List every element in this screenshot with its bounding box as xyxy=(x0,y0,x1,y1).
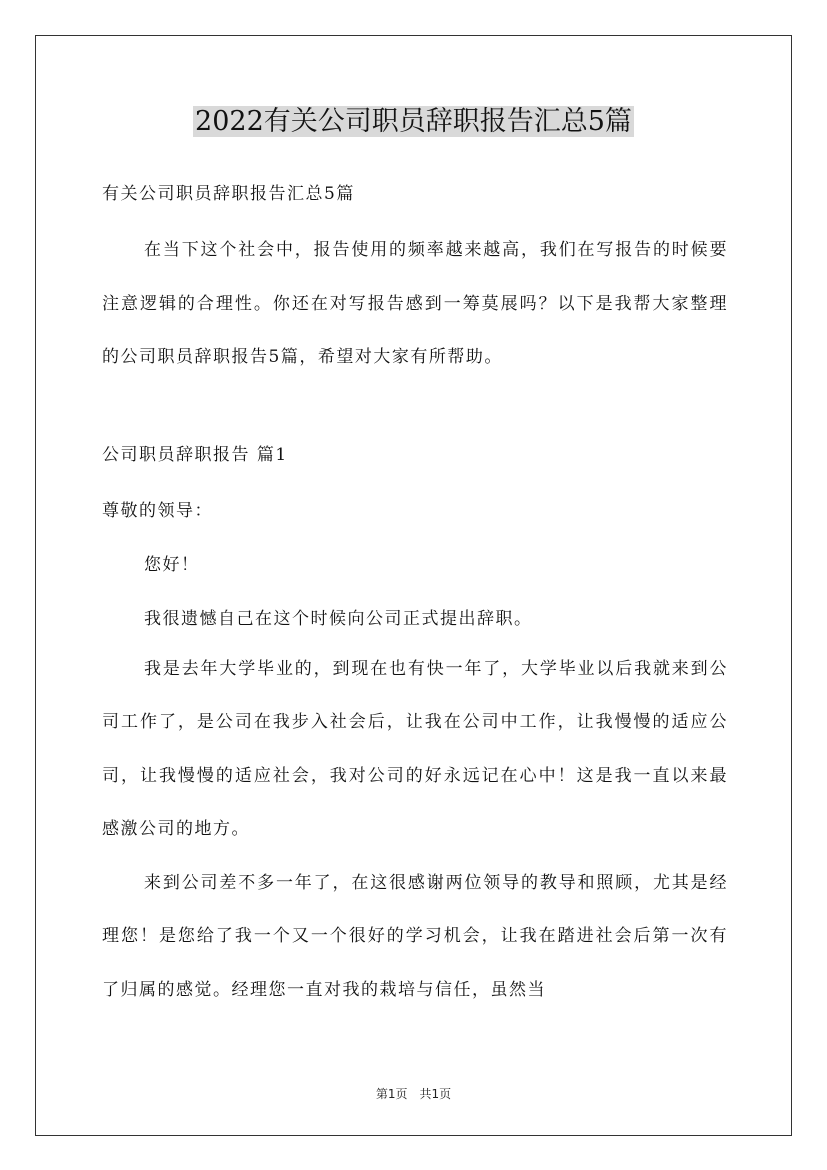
section-heading: 公司职员辞职报告 篇1 xyxy=(102,444,288,465)
salutation: 尊敬的领导： xyxy=(102,500,213,521)
body-paragraph-1: 我很遗憾自己在这个时候向公司正式提出辞职。 xyxy=(144,608,533,629)
document-body xyxy=(102,176,728,1017)
intro-paragraph: 在当下这个社会中，报告使用的频率越来越高，我们在写报告的时候要注意逻辑的合理性。你还在对写报告感到一筹莫展吗？以下是我帮大家整理的公司职员辞职报告5篇，希望对大家有所帮助。 xyxy=(102,240,728,367)
page-footer: 第1页 共1页 xyxy=(375,1087,452,1101)
document-subtitle: 有关公司职员辞职报告汇总5篇 xyxy=(102,184,355,204)
document-title xyxy=(0,100,827,144)
body-paragraph-2: 我是去年大学毕业的，到现在也有快一年了，大学毕业以后我就来到公司工作了，是公司在我步入社会后，让我在公司中工作，让我慢慢的适应公司，让我慢慢的适应社会，我对公司的好永远记在心中！这是我一直以来最感激公司的地方。 xyxy=(102,658,728,839)
body-paragraph-3: 来到公司差不多一年了，在这很感谢两位领导的教导和照顾，尤其是经理您！是您给了我一个又一个很好的学习机会，让我在踏进社会后第一次有了归属的感觉。经理您一直对我的栽培与信任，虽然当 xyxy=(102,872,728,1000)
document-title-text: 2022有关公司职员辞职报告汇总5篇 xyxy=(195,106,632,137)
greeting: 您好！ xyxy=(144,554,200,575)
